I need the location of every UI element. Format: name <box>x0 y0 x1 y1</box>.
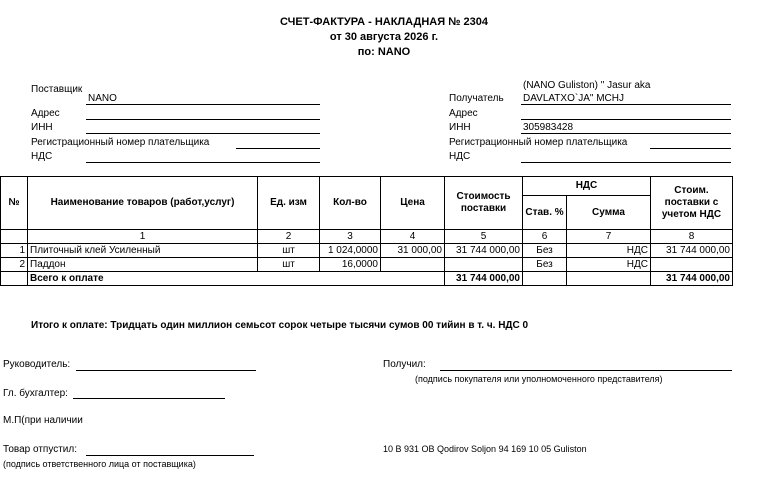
stamp-label: М.П(при наличии <box>3 415 83 426</box>
supplier-value: NANO <box>88 93 117 104</box>
row-cost <box>445 258 523 272</box>
row-rate: Без <box>523 244 567 258</box>
supplier-reg-label: Регистрационный номер плательщика <box>31 137 210 148</box>
recipient-reg-underline <box>650 148 731 149</box>
total-total: 31 744 000,00 <box>651 272 733 286</box>
row-name: Паддон <box>28 258 258 272</box>
total-in-words: Итого к оплате: Тридцать один миллион семьсот сорок четыре тысячи сумов 00 тийин в т. ч. НДС 0 <box>31 320 529 331</box>
recipient-value-line2: DAVLATXO`JA" MCHJ <box>523 93 624 104</box>
received-signature-line <box>440 370 732 371</box>
header-price: Цена <box>381 177 445 230</box>
row-name: Плиточный клей Усиленный <box>28 244 258 258</box>
accountant-signature-line <box>73 398 225 399</box>
row-sum: НДС <box>567 244 651 258</box>
col-number: 6 <box>523 230 567 244</box>
recipient-inn-underline <box>521 133 731 134</box>
row-unit: шт <box>258 258 320 272</box>
recipient-label: Получатель <box>449 93 504 104</box>
supplier-nds-underline <box>86 162 320 163</box>
row-rate: Без <box>523 258 567 272</box>
recipient-nds-underline <box>521 162 731 163</box>
table-row <box>1 244 733 258</box>
accountant-label: Гл. бухгалтер: <box>3 388 68 399</box>
document-recipient-short: по: NANO <box>357 46 411 58</box>
recipient-underline <box>521 104 731 105</box>
released-label: Товар отпустил: <box>3 444 77 455</box>
total-row <box>1 272 733 286</box>
recipient-value-line1: (NANO Guliston) " Jasur aka <box>523 80 651 91</box>
recipient-nds-label: НДС <box>449 151 471 162</box>
column-number-row <box>1 230 733 244</box>
header-rate: Став. % <box>523 196 567 230</box>
items-table <box>0 176 733 286</box>
supplier-inn-underline <box>86 133 320 134</box>
row-num: 1 <box>1 244 28 258</box>
document-date: от 30 августа 2026 г. <box>329 31 439 43</box>
col-number: 1 <box>28 230 258 244</box>
header-sum: Сумма <box>567 196 651 230</box>
row-sum: НДС <box>567 258 651 272</box>
row-price: 31 000,00 <box>381 244 445 258</box>
row-unit: шт <box>258 244 320 258</box>
total-label: Всего к оплате <box>28 272 445 286</box>
header-total: Стоим. поставки с учетом НДС <box>651 177 733 230</box>
row-qty: 16,0000 <box>320 258 381 272</box>
header-num: № <box>1 177 28 230</box>
col-number: 2 <box>258 230 320 244</box>
received-note: (подпись покупателя или уполномоченного представителя) <box>415 374 663 384</box>
released-signature-line <box>86 455 254 456</box>
supplier-address-underline <box>86 119 320 120</box>
supplier-inn-label: ИНН <box>31 122 53 133</box>
header-name: Наименование товаров (работ,услуг) <box>28 177 258 230</box>
director-signature-line <box>76 370 256 371</box>
row-qty: 1 024,0000 <box>320 244 381 258</box>
col-number: 5 <box>445 230 523 244</box>
recipient-address-label: Адрес <box>449 108 478 119</box>
supplier-nds-label: НДС <box>31 151 53 162</box>
header-qty: Кол-во <box>320 177 381 230</box>
row-num: 2 <box>1 258 28 272</box>
received-label: Получил: <box>383 359 426 370</box>
row-total: 31 744 000,00 <box>651 244 733 258</box>
header-unit: Ед. изм <box>258 177 320 230</box>
director-label: Руководитель: <box>3 359 71 370</box>
total-cost: 31 744 000,00 <box>445 272 523 286</box>
released-note: (подпись ответственного лица от поставщика) <box>3 459 196 469</box>
document-title: СЧЕТ-ФАКТУРА - НАКЛАДНАЯ № 2304 <box>280 16 488 28</box>
col-number: 3 <box>320 230 381 244</box>
recipient-inn-value: 305983428 <box>523 122 574 133</box>
row-total <box>651 258 733 272</box>
supplier-address-label: Адрес <box>31 108 60 119</box>
header-nds: НДС <box>523 177 651 196</box>
supplier-reg-underline <box>236 148 320 149</box>
recipient-inn-label: ИНН <box>449 122 471 133</box>
col-number: 7 <box>567 230 651 244</box>
supplier-label: Поставщик <box>31 84 83 95</box>
recipient-reg-label: Регистрационный номер плательщика <box>449 137 628 148</box>
header-cost: Стоимость поставки <box>445 177 523 230</box>
row-price <box>381 258 445 272</box>
col-number: 4 <box>381 230 445 244</box>
bank-info: 10 B 931 OB Qodirov Soljon 94 169 10 05 Guliston <box>383 444 587 454</box>
supplier-underline <box>86 104 320 105</box>
col-number: 8 <box>651 230 733 244</box>
table-row <box>1 258 733 272</box>
row-cost: 31 744 000,00 <box>445 244 523 258</box>
recipient-address-underline <box>521 119 731 120</box>
